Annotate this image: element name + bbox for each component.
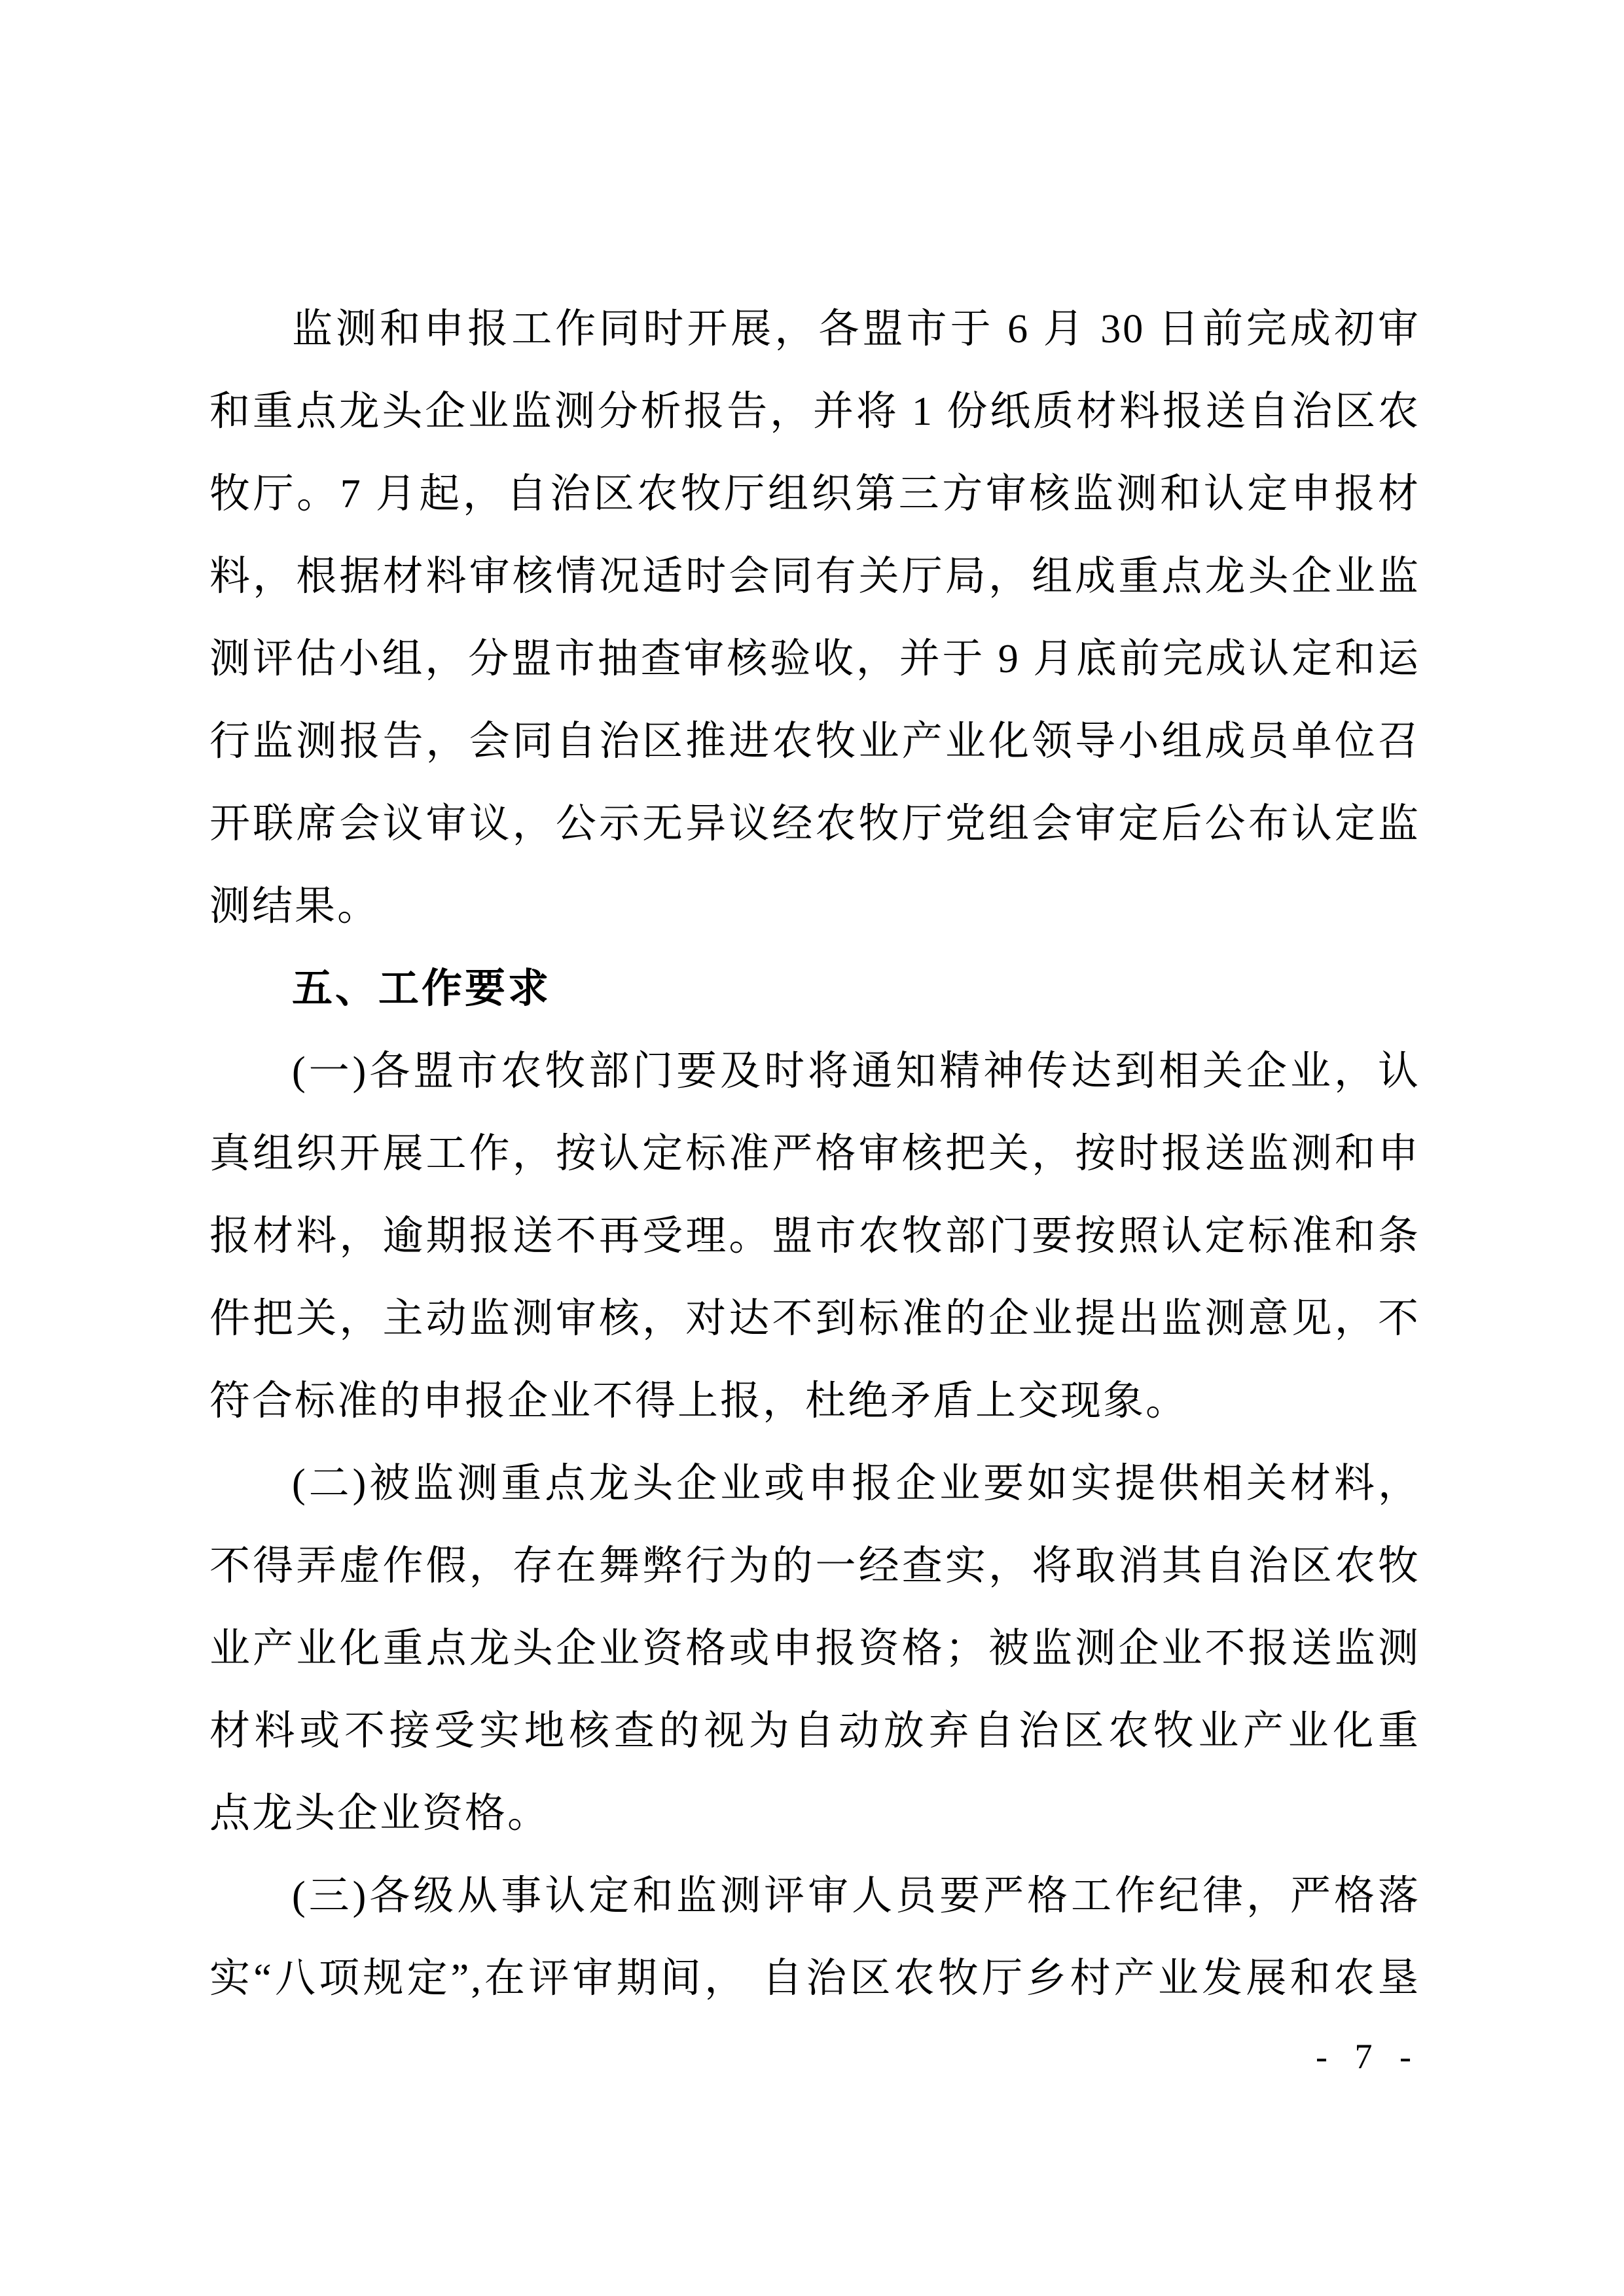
text-line: 牧厅。7 月起，自治区农牧厅组织第三方审核监测和认定申报材 [209, 472, 1420, 516]
text-line: 报材料，逾期报送不再受理。盟市农牧部门要按照认定标准和条 [209, 1214, 1420, 1259]
text-line: 真组织开展工作，按认定标准严格审核把关，按时报送监测和申 [209, 1132, 1420, 1176]
text-line: 料，根据材料审核情况适时会同有关厅局，组成重点龙头企业监 [209, 554, 1420, 599]
text-line: 测评估小组，分盟市抽查审核验收，并于 9 月底前完成认定和运 [209, 637, 1420, 681]
text-line: 点龙头企业资格。 [209, 1791, 550, 1836]
text-line: 材料或不接受实地核查的视为自动放弃自治区农牧业产业化重 [209, 1709, 1420, 1753]
text-line: 测结果。 [209, 884, 380, 929]
text-line: 行监测报告，会同自治区推进农牧业产业化领导小组成员单位召 [209, 719, 1420, 764]
paragraph [209, 1855, 1420, 2020]
text-line: 实“八项规定”,在评审期间， 自治区农牧厅乡村产业发展和农垦 [209, 1956, 1420, 2001]
text-line: 件把关，主动监测审核，对达不到标准的企业提出监测意见，不 [209, 1297, 1420, 1341]
text-line: 不得弄虚作假，存在舞弊行为的一经查实，将取消其自治区农牧 [209, 1544, 1420, 1588]
text-line: (二)被监测重点龙头企业或申报企业要如实提供相关材料， [292, 1462, 1420, 1506]
page-number: - 7 - [1316, 2037, 1420, 2076]
paragraph [209, 288, 1420, 948]
text-line: (一)各盟市农牧部门要及时将通知精神传达到相关企业，认 [292, 1049, 1420, 1094]
text-line: 符合标准的申报企业不得上报，杜绝矛盾上交现象。 [209, 1379, 1189, 1424]
text-line: 监测和申报工作同时开展，各盟市于 6 月 30 日前完成初审 [292, 307, 1420, 351]
paragraph [209, 1443, 1420, 1855]
text-line: 和重点龙头企业监测分析报告，并将 1 份纸质材料报送自治区农 [209, 389, 1420, 434]
paragraph [209, 1030, 1420, 1443]
document-content [209, 288, 1420, 2020]
text-line: (三)各级从事认定和监测评审人员要严格工作纪律，严格落 [292, 1874, 1420, 1918]
text-line: 业产业化重点龙头企业资格或申报资格；被监测企业不报送监测 [209, 1626, 1420, 1671]
text-line: 开联席会议审议，公示无异议经农牧厅党组会审定后公布认定监 [209, 802, 1420, 846]
section-heading: 五、工作要求 [292, 966, 552, 1011]
